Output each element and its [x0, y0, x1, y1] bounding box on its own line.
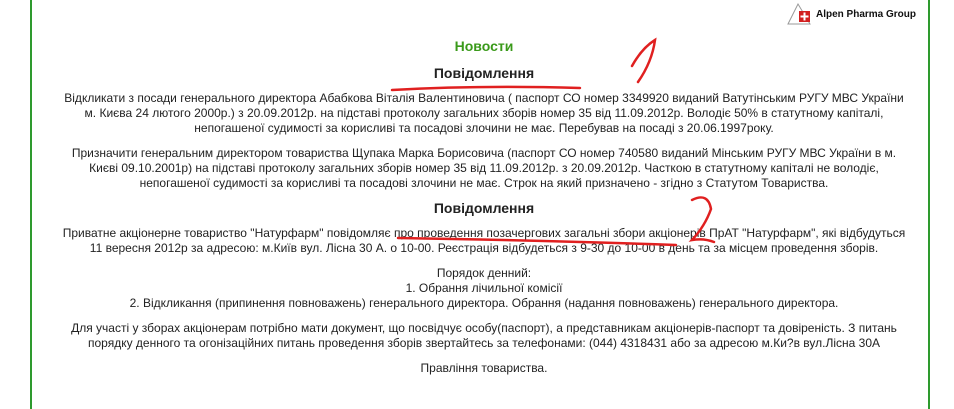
agenda-item: 1. Обрання лічильної комісії — [405, 281, 563, 295]
news-title: Новости — [454, 38, 514, 54]
news-content — [46, 36, 922, 386]
text-line: непогашеної судимості за корисливі та посадові злочини не має. Строк на який призначено - згідно з Статутом Товариства. — [139, 176, 829, 190]
text-line: Відкликати з посади генерального директора Абабкова Віталія Валентиновича ( паспорт СО номер 3349920 виданий Ватутінським РУГУ МВС України — [64, 91, 904, 105]
announcement-2-heading: Повідомлення — [433, 200, 535, 216]
agenda-title: Порядок денний: — [436, 266, 532, 280]
text-line: Для участі у зборах акціонерам потрібно мати документ, що посвідчує особу(паспорт), а представникам акціонерів-паспорт та довіреність. З питань — [71, 321, 897, 335]
text-line: Приватне акціонерне товариство "Натурфарм" повідомляє про проведення позачергових загальні збори акціонерів ПрАТ "Натурфарм", які відбудуться — [62, 226, 906, 240]
company-logo[interactable] — [786, 2, 916, 26]
announcement-1-heading: Повідомлення — [433, 65, 535, 81]
text-line: порядку денного та огонізаційних питань проведення зборів звертайтесь за телефонами: (044) 4318431 або за адресою м.Ки?в вул.Лісна 30А — [87, 336, 880, 350]
announcement-1-paragraph-2 — [46, 146, 922, 191]
text-line: Призначити генеральним директором товариства Щупака Марка Борисовича (паспорт СО номер 740580 виданий Мінським РУГУ МВС України в м. — [71, 146, 897, 160]
text-line: 11 вересня 2012р за адресою: м.Київ вул. Лісна 30 А. о 10-00. Реєстрація відбудеться з 9-30 до 10-00 в день та за місцем проведення зборів. — [89, 241, 879, 255]
agenda-item: 2. Відкликання (припинення повноважень) генерального директора. Обрання (надання повноважень) генерального директора. — [129, 296, 839, 310]
announcement-2-paragraph-1 — [46, 226, 922, 256]
text-line: Києві 09.10.2001р) на підставі протоколу загальних зборів номер 35 від 11.09.2012р. з 20.09.2012р. Часткою в статутному капіталі не володіє, — [89, 161, 879, 175]
announcement-1-paragraph-1 — [46, 91, 922, 136]
alpen-cross-icon — [786, 2, 812, 26]
announcement-2-paragraph-3 — [46, 321, 922, 351]
text-line: м. Києва 24 лютого 2000р.) з 20.09.2012р. на підставі протоколу загальних зборів номер 35 від 11.09.2012р. Володіє 50% в статутному капіталі, — [84, 106, 884, 120]
signature-text: Правління товариства. — [420, 361, 548, 375]
signature — [46, 361, 922, 376]
text-line: непогашеної судимості за корисливі та посадові злочини не має. Перебував на посаді з 20.06.1997року. — [194, 121, 774, 135]
logo-text: Alpen Pharma Group — [815, 8, 916, 20]
agenda — [46, 266, 922, 311]
